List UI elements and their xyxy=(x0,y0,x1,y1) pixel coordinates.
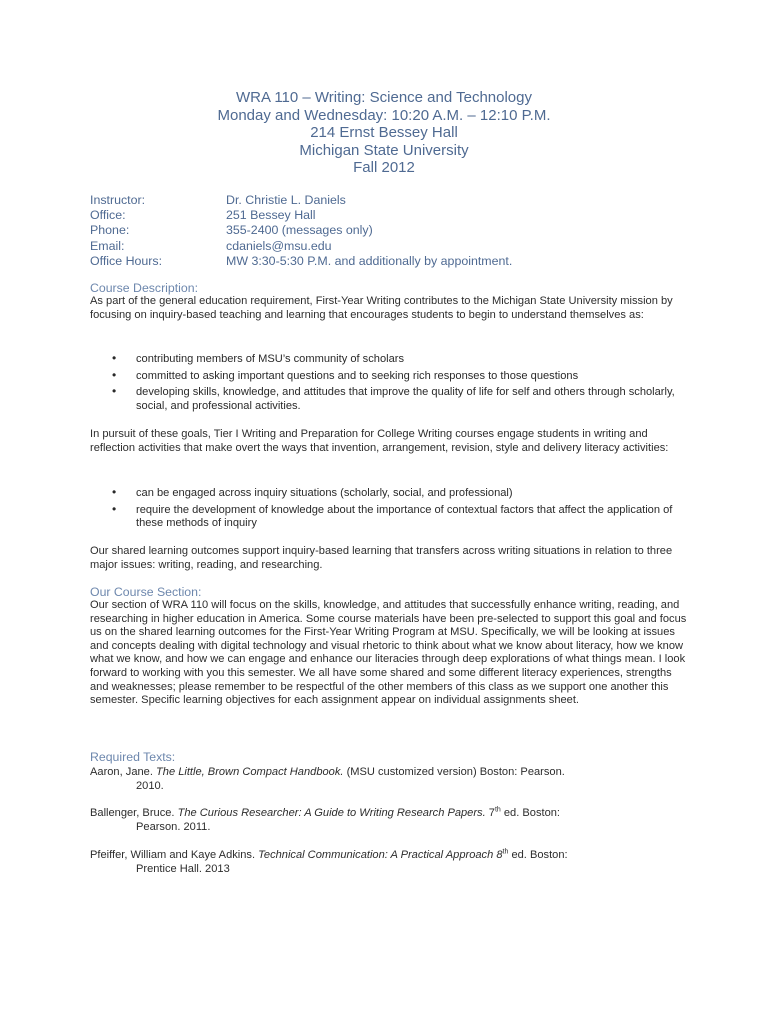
course-section-paragraph: Our section of WRA 110 will focus on the skills, knowledge, and attitudes that successfully enhance writing, reading, and researching in higher education in America. Some course materials have been pre-selected to support this goal and focus us on the shared learning outcomes for the First-Year Writing Program at MSU. Specifically, we will be looking at issues and concepts dealing with digital technology and visual rhetoric to think about what we know about literacy, how we know what we know, and how we can engage and enhance our literacies through deep explorations of what things mean. I look forward to working with you this semester. We all have some shared and some different literacy experiences, strengths and weaknesses; please remember to be respectful of the other members of this class as we support one another this semester. Specific learning objectives for each assignment appear on individual assignments sheet. xyxy=(90,599,687,707)
info-row-email xyxy=(90,239,710,254)
required-texts-heading: Required Texts: xyxy=(90,750,176,764)
info-row-instructor xyxy=(90,193,710,208)
info-row-office-hours xyxy=(90,254,710,269)
term: Fall 2012 xyxy=(353,159,415,176)
info-row-phone xyxy=(90,223,710,238)
reference-item: Ballenger, Bruce. The Curious Researcher: A Guide to Writing Research Papers. 7th ed. Boston: Pearson. 2011. xyxy=(90,806,561,833)
list-item: • require the development of knowledge about the importance of contextual factors that affect the application of these methods of inquiry xyxy=(112,501,673,530)
list-item: • developing skills, knowledge, and attitudes that improve the quality of life for self and others through scholarly, social, and professional activities. xyxy=(112,384,675,412)
office-location: 251 Bessey Hall xyxy=(226,208,316,223)
course-description-heading: Course Description: xyxy=(90,281,198,295)
course-title: WRA 110 – Writing: Science and Technology xyxy=(235,89,532,106)
bullet-icon: • xyxy=(112,485,117,499)
course-section-heading: Our Course Section: xyxy=(90,585,202,599)
instructor-name: Dr. Christie L. Daniels xyxy=(226,193,346,207)
info-label: Instructor: xyxy=(90,193,146,207)
list-item: • can be engaged across inquiry situations (scholarly, social, and professional) xyxy=(112,485,513,499)
bullet-icon: • xyxy=(112,367,117,382)
bullet-list-goals xyxy=(90,353,690,416)
bullet-list-activities xyxy=(90,487,690,534)
bullet-icon: • xyxy=(112,351,117,365)
list-item: • committed to asking important questions and to seeking rich responses to those questions xyxy=(112,367,579,382)
list-item: • contributing members of MSU’s community of scholars xyxy=(112,351,404,365)
course-description-paragraph: As part of the general education requirement, First-Year Writing contributes to the Michigan State University mission by focusing on inquiry-based teaching and learning that encourages students to begin to understand themselves as: xyxy=(90,295,673,321)
reference-item: Aaron, Jane. The Little, Brown Compact Handbook. (MSU customized version) Boston: Pearson. 2010. xyxy=(90,766,565,792)
info-label: Office: xyxy=(90,208,126,223)
instructor-info xyxy=(90,193,710,269)
info-row-office xyxy=(90,208,710,223)
goals-paragraph: In pursuit of these goals, Tier I Writing and Preparation for College Writing courses engage students in writing and reflection activities that make overt the ways that invention, arrangement, revision, style and delivery literacy activities: xyxy=(90,428,669,454)
bullet-icon: • xyxy=(112,501,117,516)
university: Michigan State University xyxy=(299,141,469,159)
email-address: cdaniels@msu.edu xyxy=(226,238,332,253)
bullet-icon: • xyxy=(112,384,117,399)
reference-item: Pfeiffer, William and Kaye Adkins. Technical Communication: A Practical Approach 8th ed. Boston: Prentice Hall. 2013 xyxy=(90,848,568,875)
info-label: Phone: xyxy=(90,223,130,238)
course-header xyxy=(0,89,768,177)
meeting-times: Monday and Wednesday: 10:20 A.M. – 12:10 P.M. xyxy=(217,106,551,124)
phone-number: 355-2400 (messages only) xyxy=(226,223,373,238)
room: 214 Ernst Bessey Hall xyxy=(310,124,458,141)
outcomes-paragraph: Our shared learning outcomes support inquiry-based learning that transfers across writing situations in relation to three major issues: writing, reading, and researching. xyxy=(90,545,673,571)
info-label: Email: xyxy=(90,238,125,253)
info-label: Office Hours: xyxy=(90,253,163,268)
office-hours: MW 3:30-5:30 P.M. and additionally by appointment. xyxy=(226,253,513,268)
